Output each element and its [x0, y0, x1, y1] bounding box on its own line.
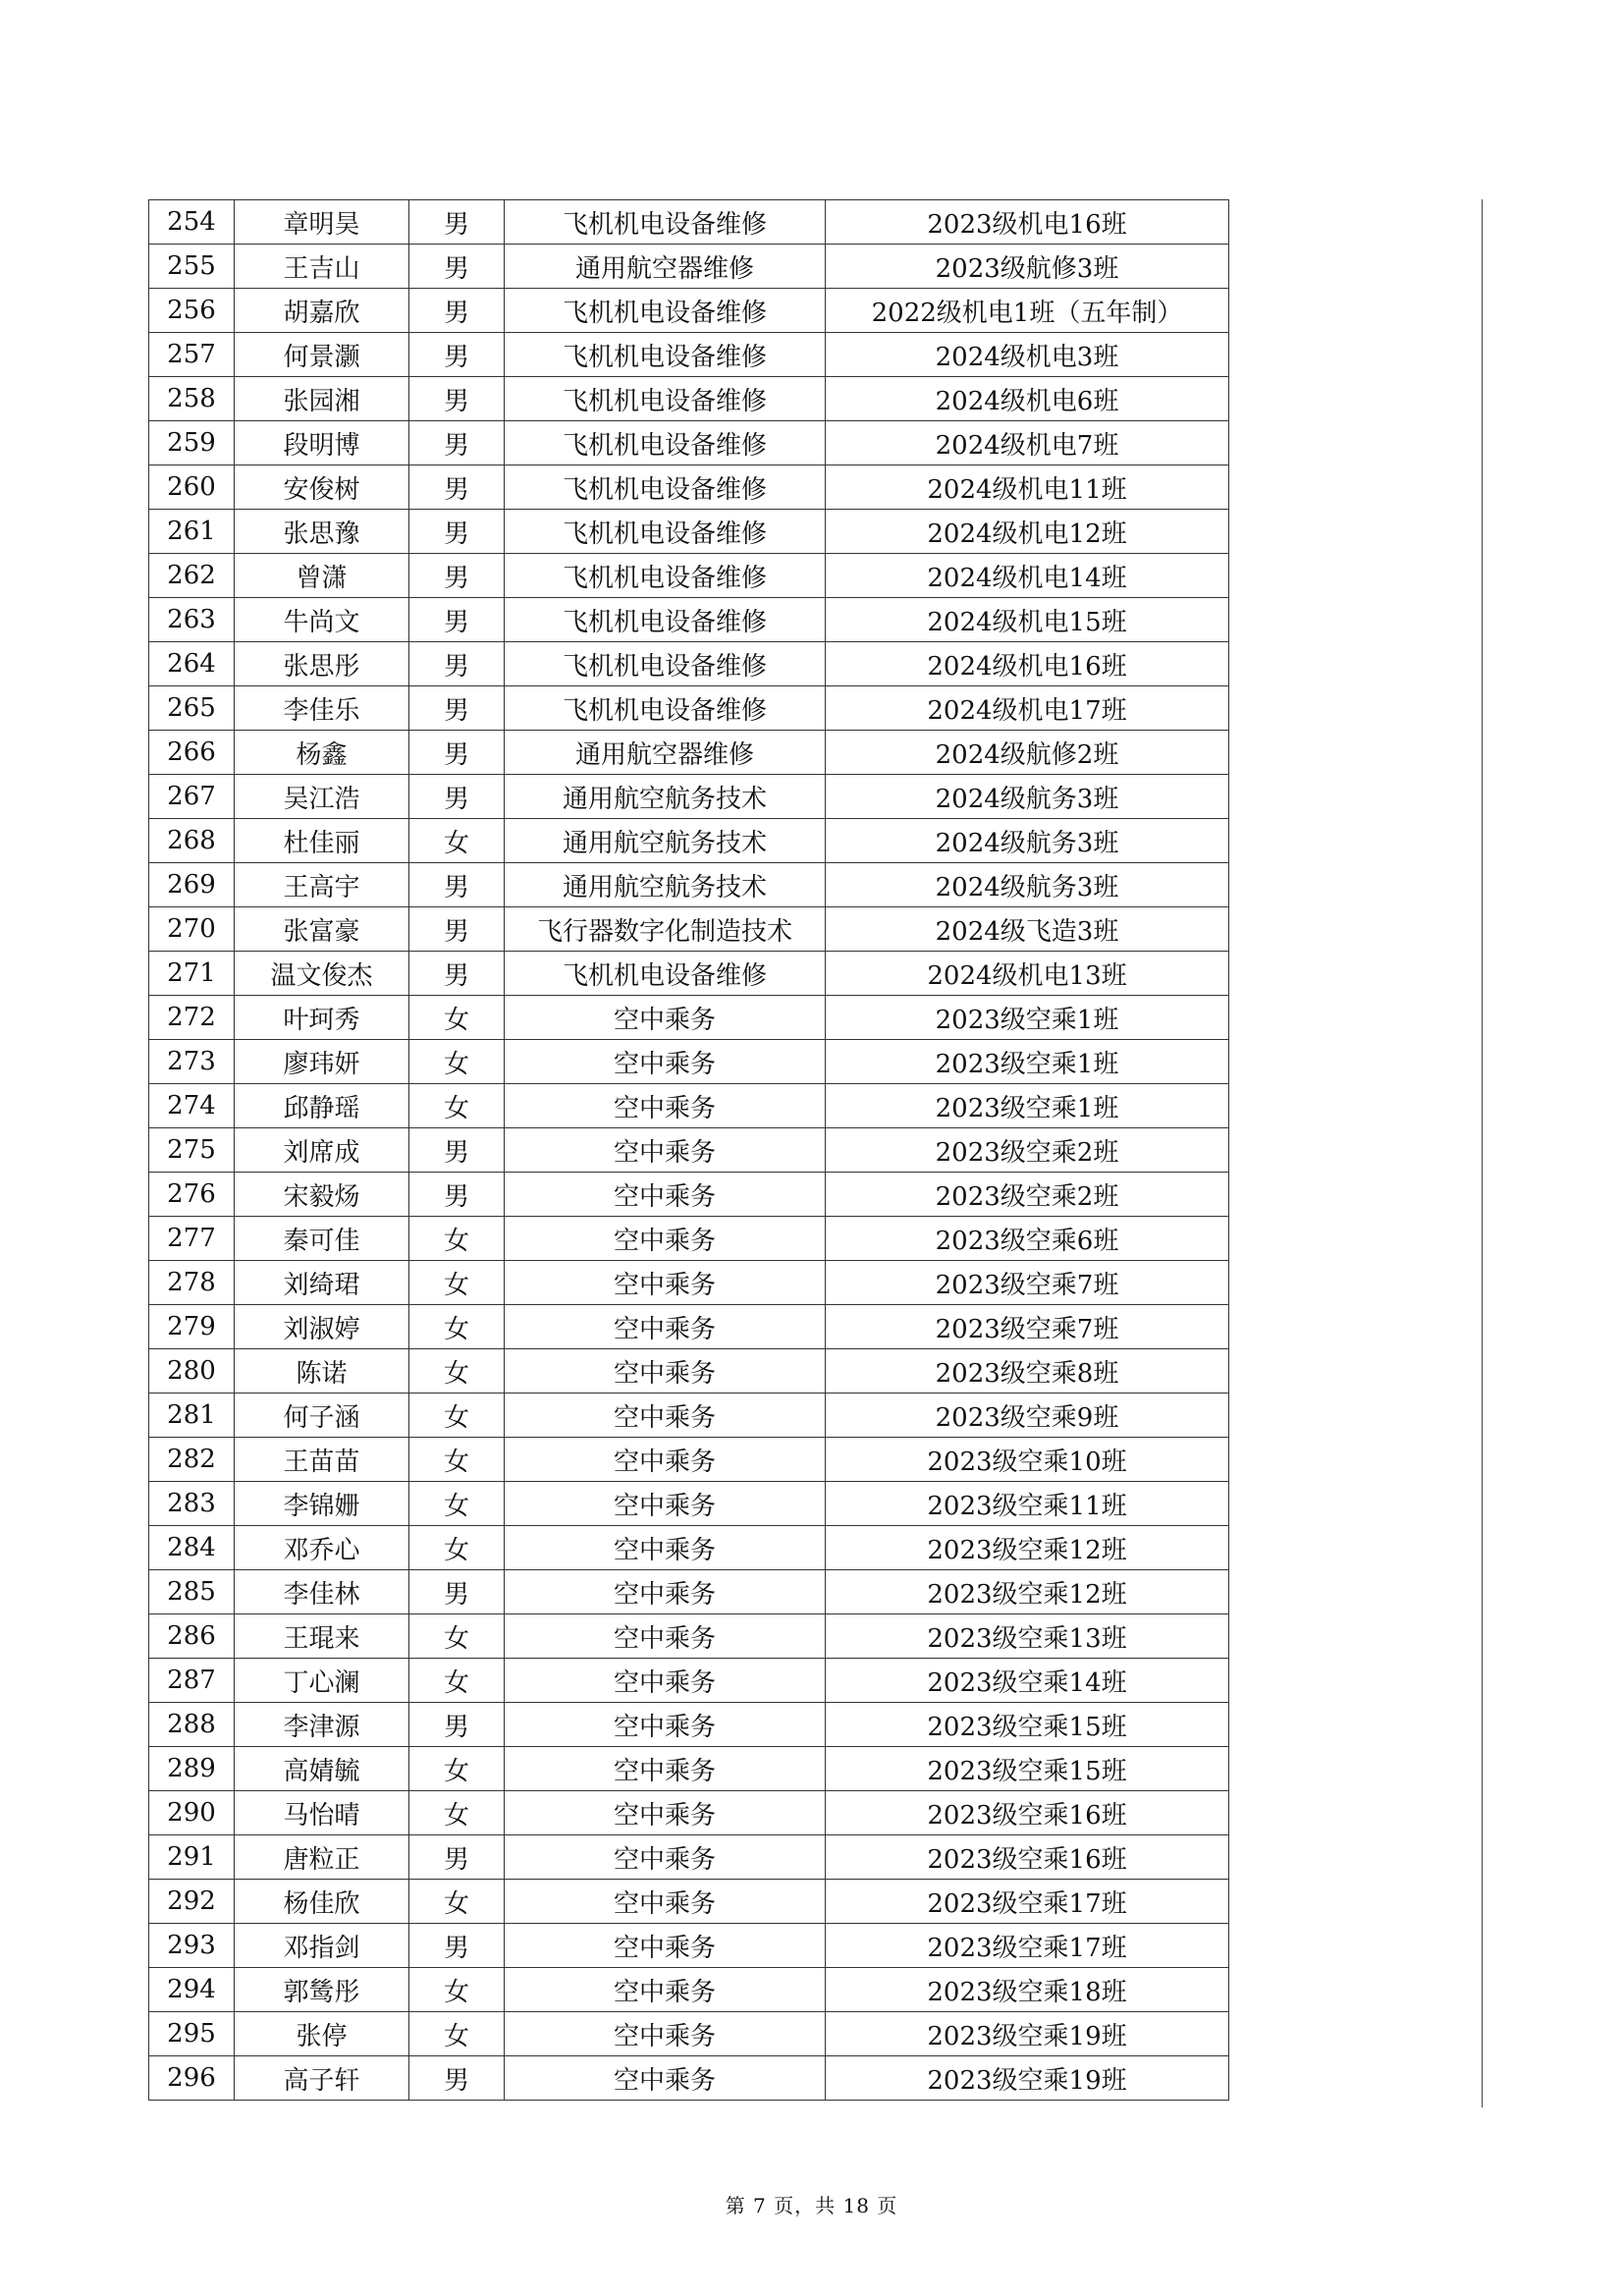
class-cell: 2023级空乘16班: [826, 1835, 1229, 1880]
row-number-cell: 284: [149, 1526, 235, 1570]
gender-cell: 女: [409, 1526, 505, 1570]
row-number-cell: 262: [149, 554, 235, 598]
class-cell: 2023级空乘12班: [826, 1570, 1229, 1614]
name-cell: 邓乔心: [235, 1526, 409, 1570]
class-cell: 2024级机电12班: [826, 510, 1229, 554]
table-row: [149, 1659, 1229, 1703]
row-number-cell: 259: [149, 421, 235, 465]
gender-cell: 男: [409, 1835, 505, 1880]
row-number-cell: 276: [149, 1173, 235, 1217]
name-cell: 张思彤: [235, 642, 409, 686]
name-cell: 叶珂秀: [235, 996, 409, 1040]
gender-cell: 男: [409, 289, 505, 333]
row-number-cell: 292: [149, 1880, 235, 1924]
class-cell: 2023级空乘1班: [826, 1040, 1229, 1084]
table-row: [149, 1173, 1229, 1217]
class-cell: 2023级空乘7班: [826, 1305, 1229, 1349]
major-cell: 空中乘务: [505, 2056, 826, 2101]
class-cell: 2023级空乘19班: [826, 2012, 1229, 2056]
class-cell: 2024级航务3班: [826, 819, 1229, 863]
table-row: [149, 1438, 1229, 1482]
major-cell: 通用航空器维修: [505, 245, 826, 289]
major-cell: 空中乘务: [505, 996, 826, 1040]
row-number-cell: 293: [149, 1924, 235, 1968]
row-number-cell: 278: [149, 1261, 235, 1305]
table-row: [149, 598, 1229, 642]
table-row: [149, 245, 1229, 289]
class-cell: 2024级机电15班: [826, 598, 1229, 642]
table-row: [149, 819, 1229, 863]
name-cell: 秦可佳: [235, 1217, 409, 1261]
class-cell: 2023级空乘2班: [826, 1128, 1229, 1173]
table-row: [149, 1084, 1229, 1128]
gender-cell: 女: [409, 819, 505, 863]
major-cell: 空中乘务: [505, 1659, 826, 1703]
name-cell: 邱静瑶: [235, 1084, 409, 1128]
gender-cell: 男: [409, 2056, 505, 2101]
class-cell: 2024级航修2班: [826, 731, 1229, 775]
table-row: [149, 1482, 1229, 1526]
table-row: [149, 1968, 1229, 2012]
name-cell: 马怡晴: [235, 1791, 409, 1835]
gender-cell: 男: [409, 952, 505, 996]
class-cell: 2024级机电13班: [826, 952, 1229, 996]
student-list-table: [148, 199, 1229, 2101]
major-cell: 空中乘务: [505, 1747, 826, 1791]
name-cell: 廖玮妍: [235, 1040, 409, 1084]
major-cell: 飞行器数字化制造技术: [505, 907, 826, 952]
class-cell: 2023级空乘19班: [826, 2056, 1229, 2101]
gender-cell: 女: [409, 1482, 505, 1526]
major-cell: 飞机机电设备维修: [505, 642, 826, 686]
table-row: [149, 1349, 1229, 1394]
gender-cell: 女: [409, 1040, 505, 1084]
class-cell: 2024级机电16班: [826, 642, 1229, 686]
class-cell: 2024级机电7班: [826, 421, 1229, 465]
class-cell: 2023级空乘7班: [826, 1261, 1229, 1305]
row-number-cell: 287: [149, 1659, 235, 1703]
table-row: [149, 465, 1229, 510]
class-cell: 2023级空乘15班: [826, 1703, 1229, 1747]
table-row: [149, 731, 1229, 775]
class-cell: 2023级空乘14班: [826, 1659, 1229, 1703]
name-cell: 刘绮珺: [235, 1261, 409, 1305]
major-cell: 通用航空器维修: [505, 731, 826, 775]
table-row: [149, 1924, 1229, 1968]
class-cell: 2023级空乘1班: [826, 1084, 1229, 1128]
gender-cell: 女: [409, 1305, 505, 1349]
name-cell: 王吉山: [235, 245, 409, 289]
major-cell: 空中乘务: [505, 1880, 826, 1924]
name-cell: 张园湘: [235, 377, 409, 421]
gender-cell: 男: [409, 1703, 505, 1747]
row-number-cell: 290: [149, 1791, 235, 1835]
row-number-cell: 269: [149, 863, 235, 907]
class-cell: 2024级航务3班: [826, 863, 1229, 907]
row-number-cell: 285: [149, 1570, 235, 1614]
table-row: [149, 907, 1229, 952]
name-cell: 段明博: [235, 421, 409, 465]
row-number-cell: 274: [149, 1084, 235, 1128]
row-number-cell: 294: [149, 1968, 235, 2012]
name-cell: 李津源: [235, 1703, 409, 1747]
major-cell: 飞机机电设备维修: [505, 686, 826, 731]
class-cell: 2023级空乘11班: [826, 1482, 1229, 1526]
gender-cell: 男: [409, 245, 505, 289]
row-number-cell: 279: [149, 1305, 235, 1349]
class-cell: 2023级空乘8班: [826, 1349, 1229, 1394]
gender-cell: 女: [409, 1968, 505, 2012]
gender-cell: 女: [409, 2012, 505, 2056]
gender-cell: 男: [409, 510, 505, 554]
gender-cell: 男: [409, 377, 505, 421]
gender-cell: 男: [409, 333, 505, 377]
class-cell: 2023级空乘9班: [826, 1394, 1229, 1438]
row-number-cell: 270: [149, 907, 235, 952]
gender-cell: 男: [409, 642, 505, 686]
table-row: [149, 1040, 1229, 1084]
name-cell: 牛尚文: [235, 598, 409, 642]
row-number-cell: 265: [149, 686, 235, 731]
major-cell: 飞机机电设备维修: [505, 289, 826, 333]
row-number-cell: 263: [149, 598, 235, 642]
table-row: [149, 1614, 1229, 1659]
major-cell: 飞机机电设备维修: [505, 421, 826, 465]
class-cell: 2023级空乘17班: [826, 1880, 1229, 1924]
major-cell: 空中乘务: [505, 1968, 826, 2012]
major-cell: 通用航空航务技术: [505, 775, 826, 819]
gender-cell: 女: [409, 1084, 505, 1128]
name-cell: 吴江浩: [235, 775, 409, 819]
gender-cell: 男: [409, 731, 505, 775]
table-row: [149, 1880, 1229, 1924]
major-cell: 空中乘务: [505, 1526, 826, 1570]
row-number-cell: 266: [149, 731, 235, 775]
gender-cell: 女: [409, 996, 505, 1040]
table-row: [149, 200, 1229, 245]
gender-cell: 男: [409, 421, 505, 465]
row-number-cell: 264: [149, 642, 235, 686]
row-number-cell: 277: [149, 1217, 235, 1261]
class-cell: 2023级空乘10班: [826, 1438, 1229, 1482]
row-number-cell: 258: [149, 377, 235, 421]
class-cell: 2024级航务3班: [826, 775, 1229, 819]
gender-cell: 男: [409, 863, 505, 907]
major-cell: 空中乘务: [505, 1128, 826, 1173]
class-cell: 2023级空乘16班: [826, 1791, 1229, 1835]
row-number-cell: 272: [149, 996, 235, 1040]
major-cell: 空中乘务: [505, 1305, 826, 1349]
table-row: [149, 952, 1229, 996]
class-cell: 2023级空乘2班: [826, 1173, 1229, 1217]
name-cell: 郭鸶彤: [235, 1968, 409, 2012]
gender-cell: 男: [409, 907, 505, 952]
row-number-cell: 280: [149, 1349, 235, 1394]
gender-cell: 女: [409, 1349, 505, 1394]
major-cell: 空中乘务: [505, 1703, 826, 1747]
row-number-cell: 271: [149, 952, 235, 996]
table-row: [149, 289, 1229, 333]
table-row: [149, 510, 1229, 554]
table-body: [149, 200, 1229, 2101]
row-number-cell: 289: [149, 1747, 235, 1791]
class-cell: 2023级机电16班: [826, 200, 1229, 245]
class-cell: 2024级机电6班: [826, 377, 1229, 421]
major-cell: 空中乘务: [505, 1791, 826, 1835]
table-row: [149, 686, 1229, 731]
table-row: [149, 377, 1229, 421]
major-cell: 通用航空航务技术: [505, 819, 826, 863]
major-cell: 飞机机电设备维修: [505, 465, 826, 510]
table-row: [149, 996, 1229, 1040]
row-number-cell: 275: [149, 1128, 235, 1173]
table-row: [149, 421, 1229, 465]
name-cell: 张富豪: [235, 907, 409, 952]
table-row: [149, 1394, 1229, 1438]
table-row: [149, 1703, 1229, 1747]
gender-cell: 男: [409, 465, 505, 510]
gender-cell: 男: [409, 775, 505, 819]
name-cell: 杨佳欣: [235, 1880, 409, 1924]
row-number-cell: 255: [149, 245, 235, 289]
gender-cell: 女: [409, 1261, 505, 1305]
name-cell: 刘淑婷: [235, 1305, 409, 1349]
row-number-cell: 267: [149, 775, 235, 819]
major-cell: 空中乘务: [505, 1349, 826, 1394]
gender-cell: 男: [409, 1570, 505, 1614]
major-cell: 飞机机电设备维修: [505, 333, 826, 377]
right-margin-rule: [1482, 199, 1483, 2107]
class-cell: 2022级机电1班（五年制）: [826, 289, 1229, 333]
class-cell: 2024级机电11班: [826, 465, 1229, 510]
table-row: [149, 1128, 1229, 1173]
table-row: [149, 863, 1229, 907]
class-cell: 2023级空乘17班: [826, 1924, 1229, 1968]
major-cell: 飞机机电设备维修: [505, 200, 826, 245]
row-number-cell: 257: [149, 333, 235, 377]
table-row: [149, 1747, 1229, 1791]
gender-cell: 女: [409, 1880, 505, 1924]
row-number-cell: 260: [149, 465, 235, 510]
name-cell: 王苗苗: [235, 1438, 409, 1482]
table-row: [149, 1217, 1229, 1261]
name-cell: 杜佳丽: [235, 819, 409, 863]
row-number-cell: 288: [149, 1703, 235, 1747]
major-cell: 空中乘务: [505, 1482, 826, 1526]
table-row: [149, 642, 1229, 686]
name-cell: 杨鑫: [235, 731, 409, 775]
class-cell: 2023级空乘12班: [826, 1526, 1229, 1570]
major-cell: 空中乘务: [505, 1173, 826, 1217]
table-row: [149, 1305, 1229, 1349]
class-cell: 2023级空乘13班: [826, 1614, 1229, 1659]
table-row: [149, 1526, 1229, 1570]
name-cell: 王琨来: [235, 1614, 409, 1659]
table-row: [149, 1835, 1229, 1880]
page-footer: 第 7 页，共 18 页: [725, 2194, 898, 2217]
row-number-cell: 256: [149, 289, 235, 333]
row-number-cell: 268: [149, 819, 235, 863]
table-row: [149, 1261, 1229, 1305]
row-number-cell: 281: [149, 1394, 235, 1438]
gender-cell: 男: [409, 1924, 505, 1968]
table-row: [149, 333, 1229, 377]
name-cell: 李锦姗: [235, 1482, 409, 1526]
row-number-cell: 282: [149, 1438, 235, 1482]
name-cell: 宋毅炀: [235, 1173, 409, 1217]
row-number-cell: 296: [149, 2056, 235, 2101]
major-cell: 空中乘务: [505, 1084, 826, 1128]
name-cell: 丁心澜: [235, 1659, 409, 1703]
table-row: [149, 1570, 1229, 1614]
gender-cell: 女: [409, 1438, 505, 1482]
gender-cell: 男: [409, 598, 505, 642]
gender-cell: 女: [409, 1614, 505, 1659]
name-cell: 张停: [235, 2012, 409, 2056]
major-cell: 空中乘务: [505, 1570, 826, 1614]
gender-cell: 女: [409, 1791, 505, 1835]
class-cell: 2023级空乘15班: [826, 1747, 1229, 1791]
class-cell: 2024级机电3班: [826, 333, 1229, 377]
name-cell: 张思豫: [235, 510, 409, 554]
row-number-cell: 286: [149, 1614, 235, 1659]
major-cell: 空中乘务: [505, 1438, 826, 1482]
major-cell: 空中乘务: [505, 1614, 826, 1659]
name-cell: 高子轩: [235, 2056, 409, 2101]
major-cell: 空中乘务: [505, 1394, 826, 1438]
name-cell: 李佳林: [235, 1570, 409, 1614]
name-cell: 何景灏: [235, 333, 409, 377]
row-number-cell: 291: [149, 1835, 235, 1880]
name-cell: 高婧毓: [235, 1747, 409, 1791]
gender-cell: 女: [409, 1217, 505, 1261]
row-number-cell: 273: [149, 1040, 235, 1084]
table-row: [149, 2012, 1229, 2056]
name-cell: 邓指剑: [235, 1924, 409, 1968]
gender-cell: 男: [409, 1173, 505, 1217]
name-cell: 刘席成: [235, 1128, 409, 1173]
gender-cell: 男: [409, 686, 505, 731]
name-cell: 章明昊: [235, 200, 409, 245]
class-cell: 2023级空乘1班: [826, 996, 1229, 1040]
name-cell: 安俊树: [235, 465, 409, 510]
name-cell: 王高宇: [235, 863, 409, 907]
class-cell: 2024级飞造3班: [826, 907, 1229, 952]
class-cell: 2024级机电14班: [826, 554, 1229, 598]
major-cell: 飞机机电设备维修: [505, 554, 826, 598]
class-cell: 2023级航修3班: [826, 245, 1229, 289]
class-cell: 2024级机电17班: [826, 686, 1229, 731]
table-row: [149, 1791, 1229, 1835]
table-row: [149, 554, 1229, 598]
name-cell: 温文俊杰: [235, 952, 409, 996]
row-number-cell: 254: [149, 200, 235, 245]
row-number-cell: 295: [149, 2012, 235, 2056]
gender-cell: 女: [409, 1394, 505, 1438]
row-number-cell: 261: [149, 510, 235, 554]
class-cell: 2023级空乘18班: [826, 1968, 1229, 2012]
gender-cell: 女: [409, 1747, 505, 1791]
name-cell: 胡嘉欣: [235, 289, 409, 333]
major-cell: 空中乘务: [505, 1261, 826, 1305]
name-cell: 曾潇: [235, 554, 409, 598]
table-row: [149, 775, 1229, 819]
row-number-cell: 283: [149, 1482, 235, 1526]
gender-cell: 女: [409, 1659, 505, 1703]
class-cell: 2023级空乘6班: [826, 1217, 1229, 1261]
gender-cell: 男: [409, 554, 505, 598]
major-cell: 空中乘务: [505, 1835, 826, 1880]
major-cell: 空中乘务: [505, 2012, 826, 2056]
name-cell: 唐粒正: [235, 1835, 409, 1880]
name-cell: 李佳乐: [235, 686, 409, 731]
name-cell: 陈诺: [235, 1349, 409, 1394]
name-cell: 何子涵: [235, 1394, 409, 1438]
major-cell: 飞机机电设备维修: [505, 598, 826, 642]
gender-cell: 男: [409, 200, 505, 245]
table-row: [149, 2056, 1229, 2101]
major-cell: 飞机机电设备维修: [505, 952, 826, 996]
major-cell: 飞机机电设备维修: [505, 510, 826, 554]
major-cell: 空中乘务: [505, 1217, 826, 1261]
gender-cell: 男: [409, 1128, 505, 1173]
major-cell: 空中乘务: [505, 1924, 826, 1968]
major-cell: 飞机机电设备维修: [505, 377, 826, 421]
major-cell: 空中乘务: [505, 1040, 826, 1084]
major-cell: 通用航空航务技术: [505, 863, 826, 907]
